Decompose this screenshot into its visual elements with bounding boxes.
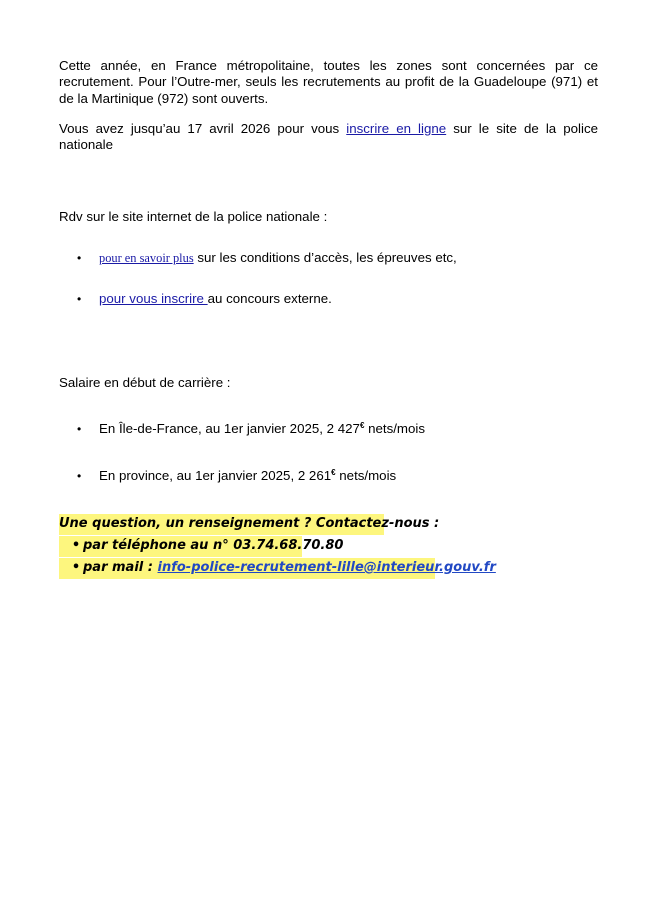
savoir-plus-link[interactable]: pour en savoir plus: [99, 251, 194, 265]
bullet-icon: •: [77, 292, 82, 306]
intro-line-2: recrutement. Pour l’Outre-mer, seuls les recrutements au profit de la Guadeloupe (971) et: [59, 74, 598, 90]
contact-heading-text: Une question, un renseignement ? Contactez-nous :: [59, 516, 440, 531]
bullet-icon: •: [71, 538, 81, 553]
deadline-text-after: sur le site de la police: [446, 121, 599, 136]
bullet-icon: •: [71, 560, 81, 575]
intro-paragraph: [59, 58, 598, 107]
email-link[interactable]: info-police-recrutement-lille@interieur.gouv.fr: [157, 560, 496, 575]
salary-heading: Salaire en début de carrière :: [59, 375, 231, 390]
intro-line-3: de la Martinique (972) sont ouverts.: [59, 90, 269, 106]
list-item-suffix: sur les conditions d’accès, les épreuves etc,: [193, 250, 457, 265]
euro-superscript: €: [331, 468, 336, 477]
list-item-text: [99, 291, 332, 307]
contact-phone: [59, 536, 344, 557]
salary-province-amount: En province, au 1er janvier 2025, 2 261: [99, 468, 332, 483]
salary-province-suffix: nets/mois: [335, 468, 397, 483]
list-item-suffix: au concours externe.: [207, 291, 332, 306]
bullet-icon: •: [77, 422, 82, 436]
salary-idf-text: [99, 421, 425, 437]
contact-heading: [59, 514, 440, 535]
contact-mail: [59, 558, 496, 579]
mail-label: par mail :: [83, 560, 158, 575]
euro-superscript: €: [359, 421, 365, 430]
deadline-line-1: [59, 121, 598, 137]
salary-province-text: [99, 468, 396, 484]
deadline-line-2: nationale: [59, 137, 113, 153]
list-item-text: [99, 250, 457, 266]
rdv-heading: Rdv sur le site internet de la police nationale :: [59, 209, 328, 224]
deadline-paragraph: [59, 121, 598, 154]
deadline-text-before: Vous avez jusqu’au 17 avril 2026 pour vous: [59, 121, 347, 136]
bullet-icon: •: [77, 469, 82, 483]
inscrire-en-ligne-link[interactable]: inscrire en ligne: [346, 121, 447, 136]
intro-line-1: Cette année, en France métropolitaine, toutes les zones sont concernées par ce: [59, 58, 598, 73]
phone-label: par téléphone au n° 03.74.68.70.80: [83, 538, 344, 553]
salary-idf-suffix: nets/mois: [364, 421, 425, 436]
salary-idf-amount: En Île-de-France, au 1er janvier 2025, 2 427: [99, 421, 360, 436]
inscrire-link[interactable]: pour vous inscrire: [99, 291, 208, 306]
bullet-icon: •: [77, 251, 82, 265]
